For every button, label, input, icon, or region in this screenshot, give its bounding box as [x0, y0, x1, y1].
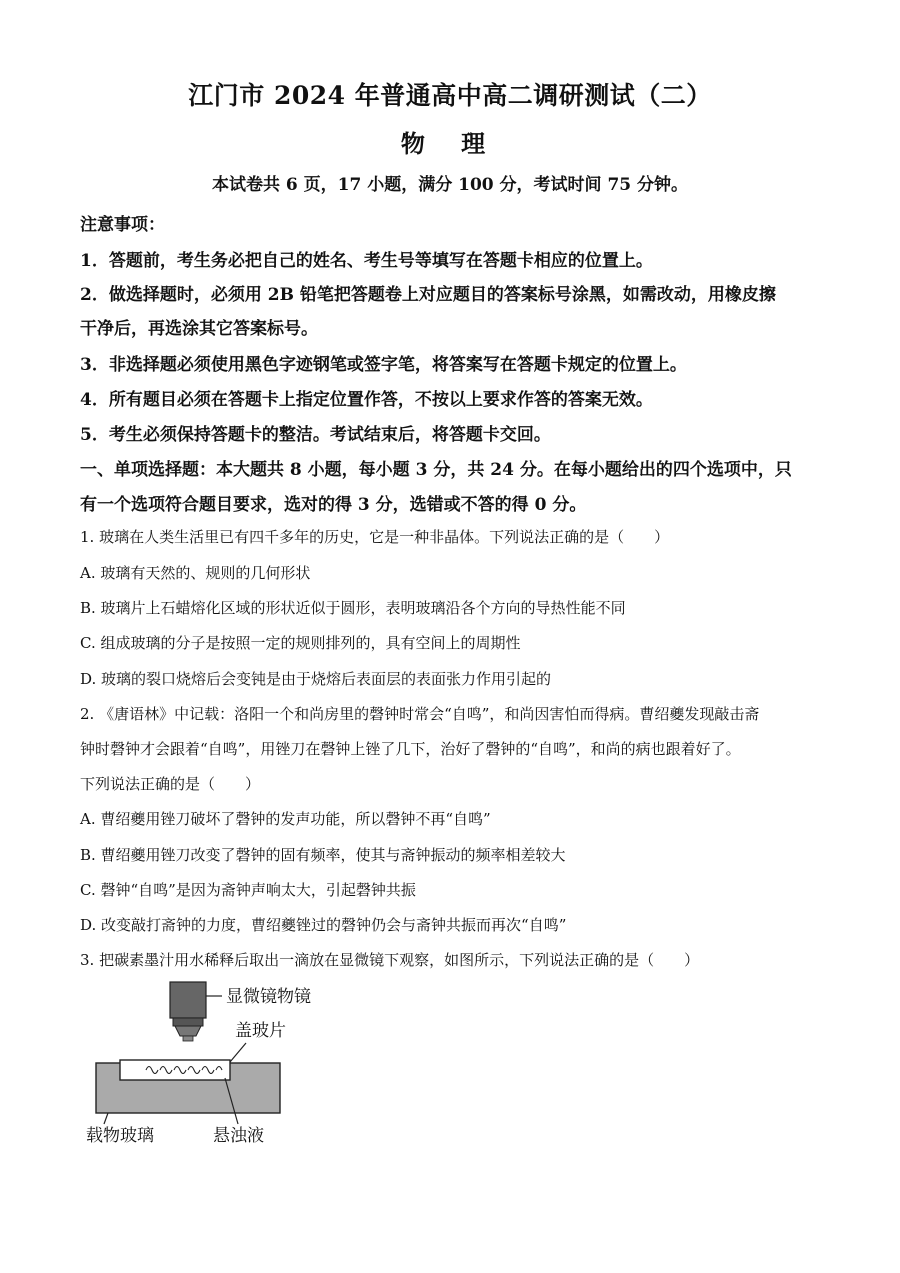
question-1-option-d: D. 玻璃的裂口烧熔后会变钝是由于烧熔后表面层的表面张力作用引起的: [80, 670, 552, 688]
exam-title: 江门市 2024 年普通高中高二调研测试（二）: [188, 81, 712, 110]
label-objective: 显微镜物镜: [226, 987, 311, 1007]
microscope-figure: [80, 978, 380, 1148]
notice-line: 干净后，再选涂其它答案标号。: [80, 319, 318, 339]
notice-line: 3．非选择题必须使用黑色字迹钢笔或签字笔，将答案写在答题卡规定的位置上。: [80, 355, 687, 375]
notice-line: 2．做选择题时，必须用 2B 铅笔把答题卷上对应题目的答案标号涂黑，如需改动，用橡皮擦: [80, 285, 776, 305]
exam-info: 本试卷共 6 页，17 小题，满分 100 分，考试时间 75 分钟。: [211, 175, 689, 195]
objective-lens-shape: [170, 982, 206, 1041]
question-2-stem: 钟时磬钟才会跟着“自鸣”，用锉刀在磬钟上锉了几下，治好了磬钟的“自鸣”，和尚的病也跟着好了。: [80, 740, 741, 758]
question-2-option-b: B. 曹绍夔用锉刀改变了磬钟的固有频率，使其与斋钟振动的频率相差较大: [80, 846, 566, 864]
question-1-option-b: B. 玻璃片上石蜡熔化区域的形状近似于圆形，表明玻璃沿各个方向的导热性能不同: [80, 599, 626, 617]
question-1-stem: 1. 玻璃在人类生活里已有四千多年的历史，它是一种非晶体。下列说法正确的是（ ）: [80, 528, 670, 546]
question-1-option-c: C. 组成玻璃的分子是按照一定的规则排列的，具有空间上的周期性: [80, 634, 521, 652]
notice-line: 5．考生必须保持答题卡的整洁。考试结束后，将答题卡交回。: [80, 425, 551, 445]
subject-title: 物 理: [400, 129, 500, 158]
question-3-stem: 3. 把碳素墨汁用水稀释后取出一滴放在显微镜下观察，如图所示，下列说法正确的是（ ）: [80, 951, 700, 969]
question-2-stem: 2. 《唐语林》中记载：洛阳一个和尚房里的磬钟时常会“自鸣”，和尚因害怕而得病。曹绍夔发现敲击斋: [80, 705, 760, 723]
notice-heading: 注意事项：: [80, 215, 165, 235]
question-2-option-a: A. 曹绍夔用锉刀破坏了磬钟的发声功能，所以磬钟不再“自鸣”: [80, 810, 491, 828]
question-2-option-c: C. 磬钟“自鸣”是因为斋钟声响太大，引起磬钟共振: [80, 881, 416, 899]
label-coverslip: 盖玻片: [235, 1021, 286, 1041]
label-slide: 载物玻璃: [86, 1126, 154, 1146]
question-2-option-d: D. 改变敲打斋钟的力度，曹绍夔锉过的磬钟仍会与斋钟共振而再次“自鸣”: [80, 916, 567, 934]
section-heading: 一、单项选择题：本大题共 8 小题，每小题 3 分，共 24 分。在每小题给出的四个选项中，只: [80, 460, 792, 480]
notice-line: 4．所有题目必须在答题卡上指定位置作答，不按以上要求作答的答案无效。: [80, 390, 653, 410]
label-suspension: 悬浊液: [213, 1126, 264, 1146]
section-heading: 有一个选项符合题目要求，选对的得 3 分，选错或不答的得 0 分。: [80, 495, 587, 515]
notice-line: 1．答题前，考生务必把自己的姓名、考生号等填写在答题卡相应的位置上。: [80, 251, 653, 271]
question-1-option-a: A. 玻璃有天然的、规则的几何形状: [80, 564, 311, 582]
question-2-stem: 下列说法正确的是（ ）: [80, 775, 261, 793]
